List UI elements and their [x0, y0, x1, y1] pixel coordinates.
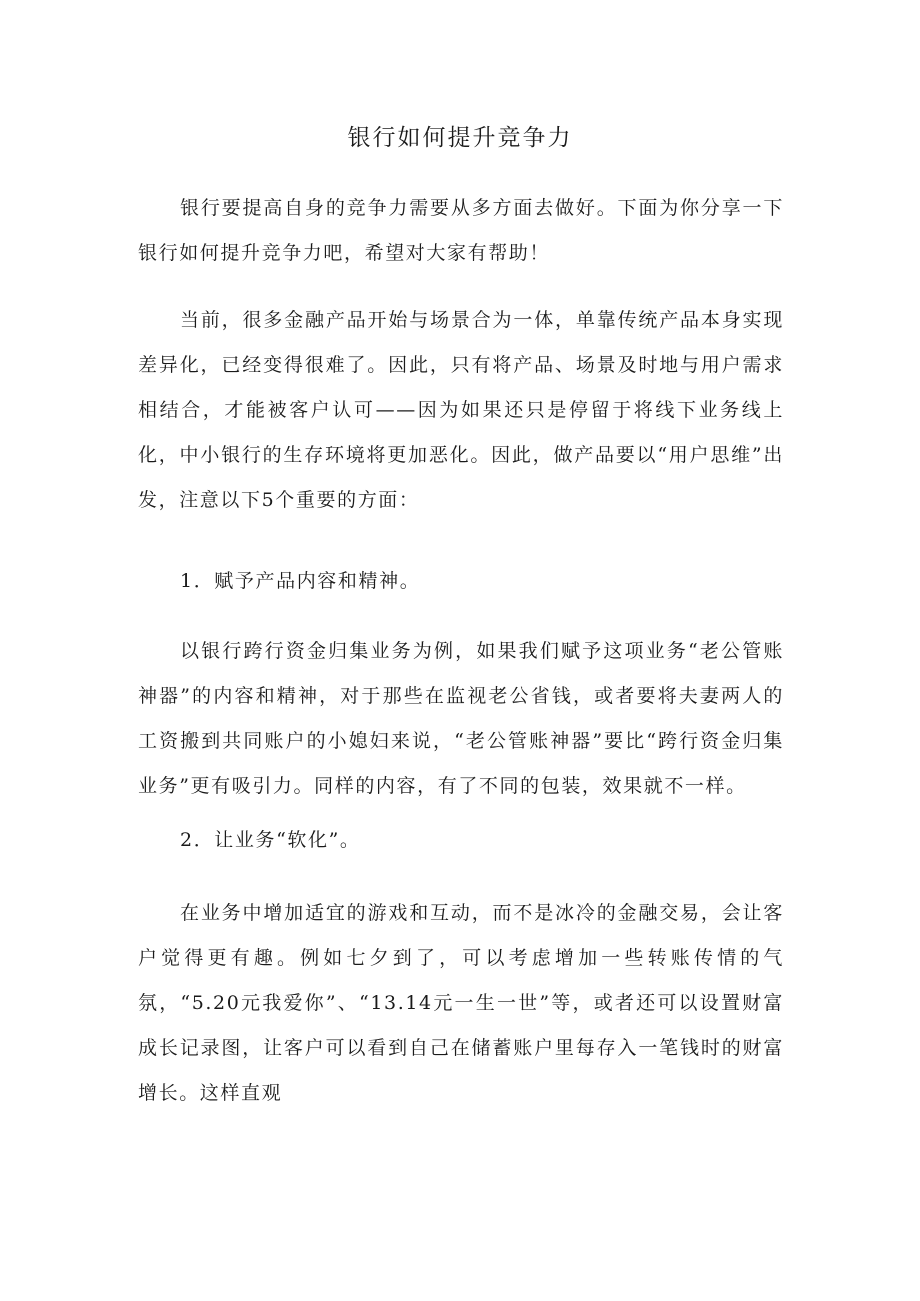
document-title: 银行如何提升竞争力 [347, 125, 573, 151]
point-2-heading: 2．让业务“软化”。 [180, 829, 361, 851]
point-2-paragraph: 在业务中增加适宜的游戏和互动，而不是冰冷的金融交易，会让客户觉得更有趣。例如七夕到了，可以考虑增加一些转账传情的气氛，“5.20元我爱你”、“13.14元一生一世”等，或者还可以设置财富成长记录图，让客户可以看到自己在储蓄账户里每存入一笔钱时的财富增长。这样直观 [138, 902, 784, 1104]
intro-paragraph: 银行要提高自身的竞争力需要从多方面去做好。下面为你分享一下银行如何提升竞争力吧，希望对大家有帮助！ [138, 197, 784, 264]
context-paragraph: 当前，很多金融产品开始与场景合为一体，单靠传统产品本身实现差异化，已经变得很难了。因此，只有将产品、场景及时地与用户需求相结合，才能被客户认可——因为如果还只是停留于将线下业务线上化，中小银行的生存环境将更加恶化。因此，做产品要以“用户思维”出发，注意以下5个重要的方面： [138, 309, 784, 511]
point-1-paragraph: 以银行跨行资金归集业务为例，如果我们赋予这项业务“老公管账神器”的内容和精神，对于那些在监视老公省钱，或者要将夫妻两人的工资搬到共同账户的小媳妇来说，“老公管账神器”要比“跨行资金归集业务”更有吸引力。同样的内容，有了不同的包装，效果就不一样。 [138, 640, 784, 797]
point-1-heading: 1．赋予产品内容和精神。 [180, 570, 421, 592]
